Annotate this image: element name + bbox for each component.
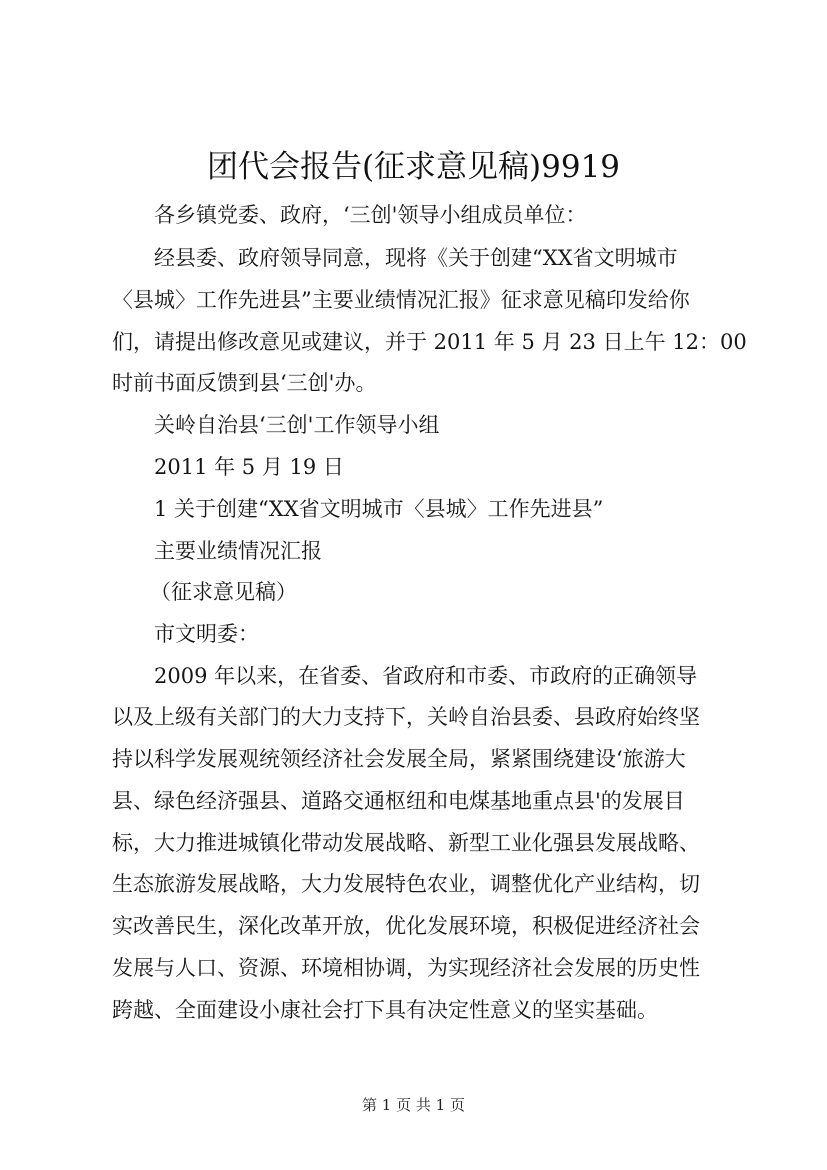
body-line: 经县委、政府领导同意，现将《关于创建“XX省文明城市: [154, 246, 678, 270]
salutation-line: 各乡镇党委、政府，‘三创'领导小组成员单位：: [154, 203, 587, 227]
report-heading: 1 关于创建“XX省文明城市〈县城〉工作先进县”: [154, 497, 604, 521]
body-line: 生态旅游发展战略，大力发展特色农业，调整优化产业结构，切: [112, 872, 700, 896]
body-line: 发展与人口、资源、环境相协调，为实现经济社会发展的历史性: [112, 956, 700, 980]
signature-date: 2011 年 5 月 19 日: [154, 455, 344, 479]
report-subheading: 主要业绩情况汇报: [154, 539, 322, 563]
document-title: 团代会报告(征求意见稿)9919: [206, 149, 621, 185]
body-line: 2009 年以来，在省委、省政府和市委、市政府的正确领导: [154, 664, 698, 688]
signature-org: 关岭自治县‘三创'工作领导小组: [154, 413, 440, 437]
addressee-line: 市文明委：: [154, 622, 259, 646]
body-line: 时前书面反馈到县‘三创'办。: [112, 371, 377, 395]
body-line: 们，请提出修改意见或建议，并于 2011 年 5 月 23 日上午 12：00: [112, 330, 747, 354]
body-line: 跨越、全面建设小康社会打下具有决定性意义的坚实基础。: [112, 998, 658, 1022]
page-footer: 第 1 页 共 1 页: [362, 1096, 465, 1114]
body-line: 县、绿色经济强县、道路交通枢纽和电煤基地重点县'的发展目: [112, 789, 685, 813]
draft-note: （征求意见稿）: [150, 580, 297, 604]
body-line: 标，大力推进城镇化带动发展战略、新型工业化强县发展战略、: [112, 831, 700, 855]
body-line: 实改善民生，深化改革开放，优化发展环境，积极促进经济社会: [112, 914, 700, 938]
body-line: 〈县城〉工作先进县”主要业绩情况汇报》征求意见稿印发给你: [112, 288, 690, 312]
body-line: 以及上级有关部门的大力支持下，关岭自治县委、县政府始终坚: [112, 705, 700, 729]
body-line: 持以科学发展观统领经济社会发展全局，紧紧围绕建设‘旅游大: [112, 747, 686, 771]
